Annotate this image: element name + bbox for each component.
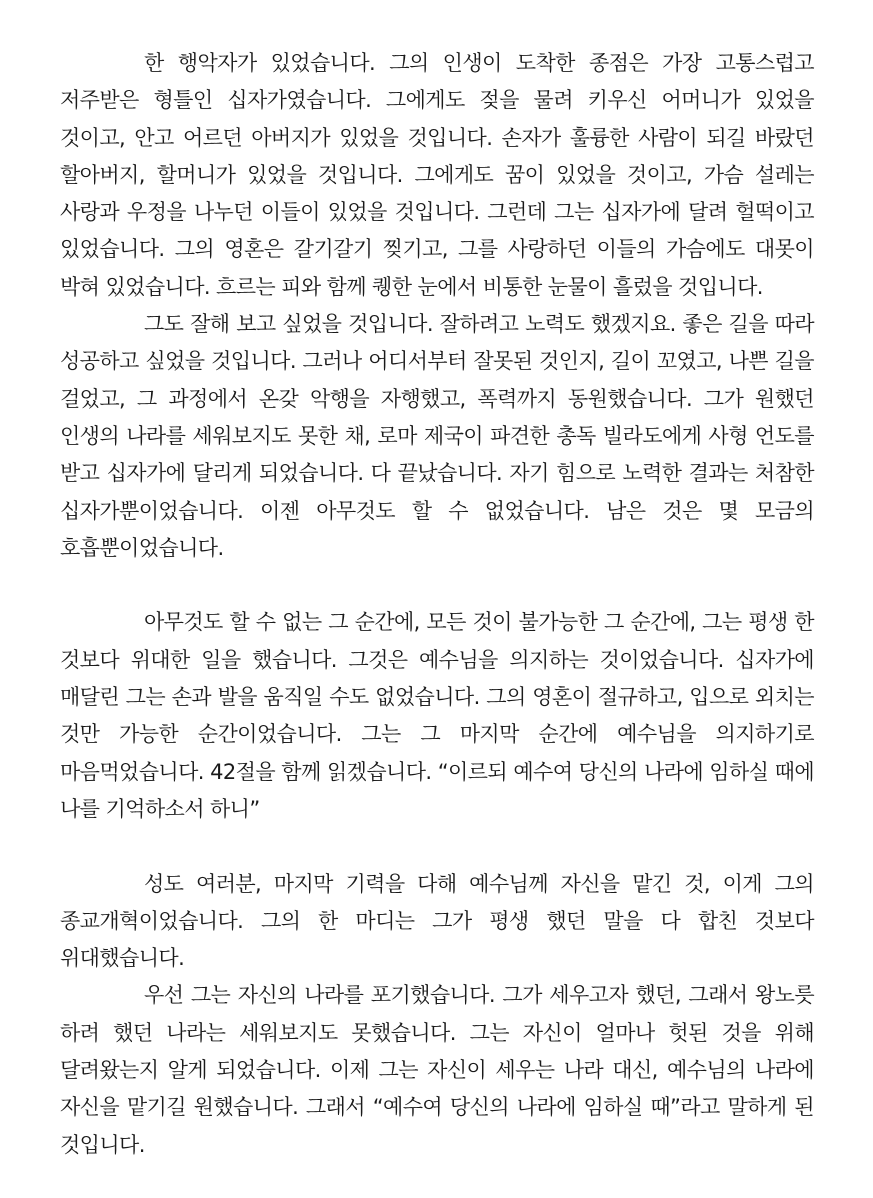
paragraph-spacer: [60, 567, 814, 604]
paragraph-spacer: [60, 828, 814, 865]
paragraph-3: 아무것도 할 수 없는 그 순간에, 모든 것이 불가능한 그 순간에, 그는 평생 한 것보다 위대한 일을 했습니다. 그것은 예수님을 의지하는 것이었습니다. 십자가에 매달린 그는 손과 발을 움직일 수도 없었습니다. 그의 영혼이 절규하고, 입으로 외치는 것만 가능한 순간이었습니다. 그는 그 마지막 순간에 예수님을 의지하기로 마음먹었습니다. 42절을 함께 읽겠습니다. “이르되 예수여 당신의 나라에 임하실 때에 나를 기억하소서 하니”: [60, 610, 814, 821]
paragraph-1: 한 행악자가 있었습니다. 그의 인생이 도착한 종점은 가장 고통스럽고 저주받은 형틀인 십자가였습니다. 그에게도 젖을 물려 키우신 어머니가 있었을 것이고, 안고 어르던 아버지가 있었을 것입니다. 손자가 훌륭한 사람이 되길 바랐던 할아버지, 할머니가 있었을 것입니다. 그에게도 꿈이 있었을 것이고, 가슴 설레는 사랑과 우정을 나누던 이들이 있었을 것입니다. 그런데 그는 십자가에 달려 헐떡이고 있었습니다. 그의 영혼은 갈기갈기 찢기고, 그를 사랑하던 이들의 가슴에도 대못이 박혀 있었습니다. 흐르는 피와 함께 퀭한 눈에서 비통한 눈물이 흘렀을 것입니다.: [60, 51, 814, 299]
paragraph-2: 그도 잘해 보고 싶었을 것입니다. 잘하려고 노력도 했겠지요. 좋은 길을 따라 성공하고 싶었을 것입니다. 그러나 어디서부터 잘못된 것인지, 길이 꼬였고, 나쁜 길을 걸었고, 그 과정에서 온갖 악행을 자행했고, 폭력까지 동원했습니다. 그가 원했던 인생의 나라를 세워보지도 못한 채, 로마 제국이 파견한 총독 빌라도에게 사형 언도를 받고 십자가에 달리게 되었습니다. 다 끝났습니다. 자기 힘으로 노력한 결과는 처참한 십자가뿐이었습니다. 이젠 아무것도 할 수 없었습니다. 남은 것은 몇 모금의 호흡뿐이었습니다.: [60, 312, 814, 560]
paragraph-4: 성도 여러분, 마지막 기력을 다해 예수님께 자신을 맡긴 것, 이게 그의 종교개혁이었습니다. 그의 한 마디는 그가 평생 했던 말을 다 합친 것보다 위대했습니다.: [60, 871, 814, 971]
paragraph-5: 우선 그는 자신의 나라를 포기했습니다. 그가 세우고자 했던, 그래서 왕노릇 하려 했던 나라는 세워보지도 못했습니다. 그는 자신이 얼마나 헛된 것을 위해 달려왔는지 알게 되었습니다. 이제 그는 자신이 세우는 나라 대신, 예수님의 나라에 자신을 맡기길 원했습니다. 그래서 “예수여 당신의 나라에 임하실 때”라고 말하게 된 것입니다.: [60, 983, 814, 1157]
document-body: [60, 45, 814, 1164]
